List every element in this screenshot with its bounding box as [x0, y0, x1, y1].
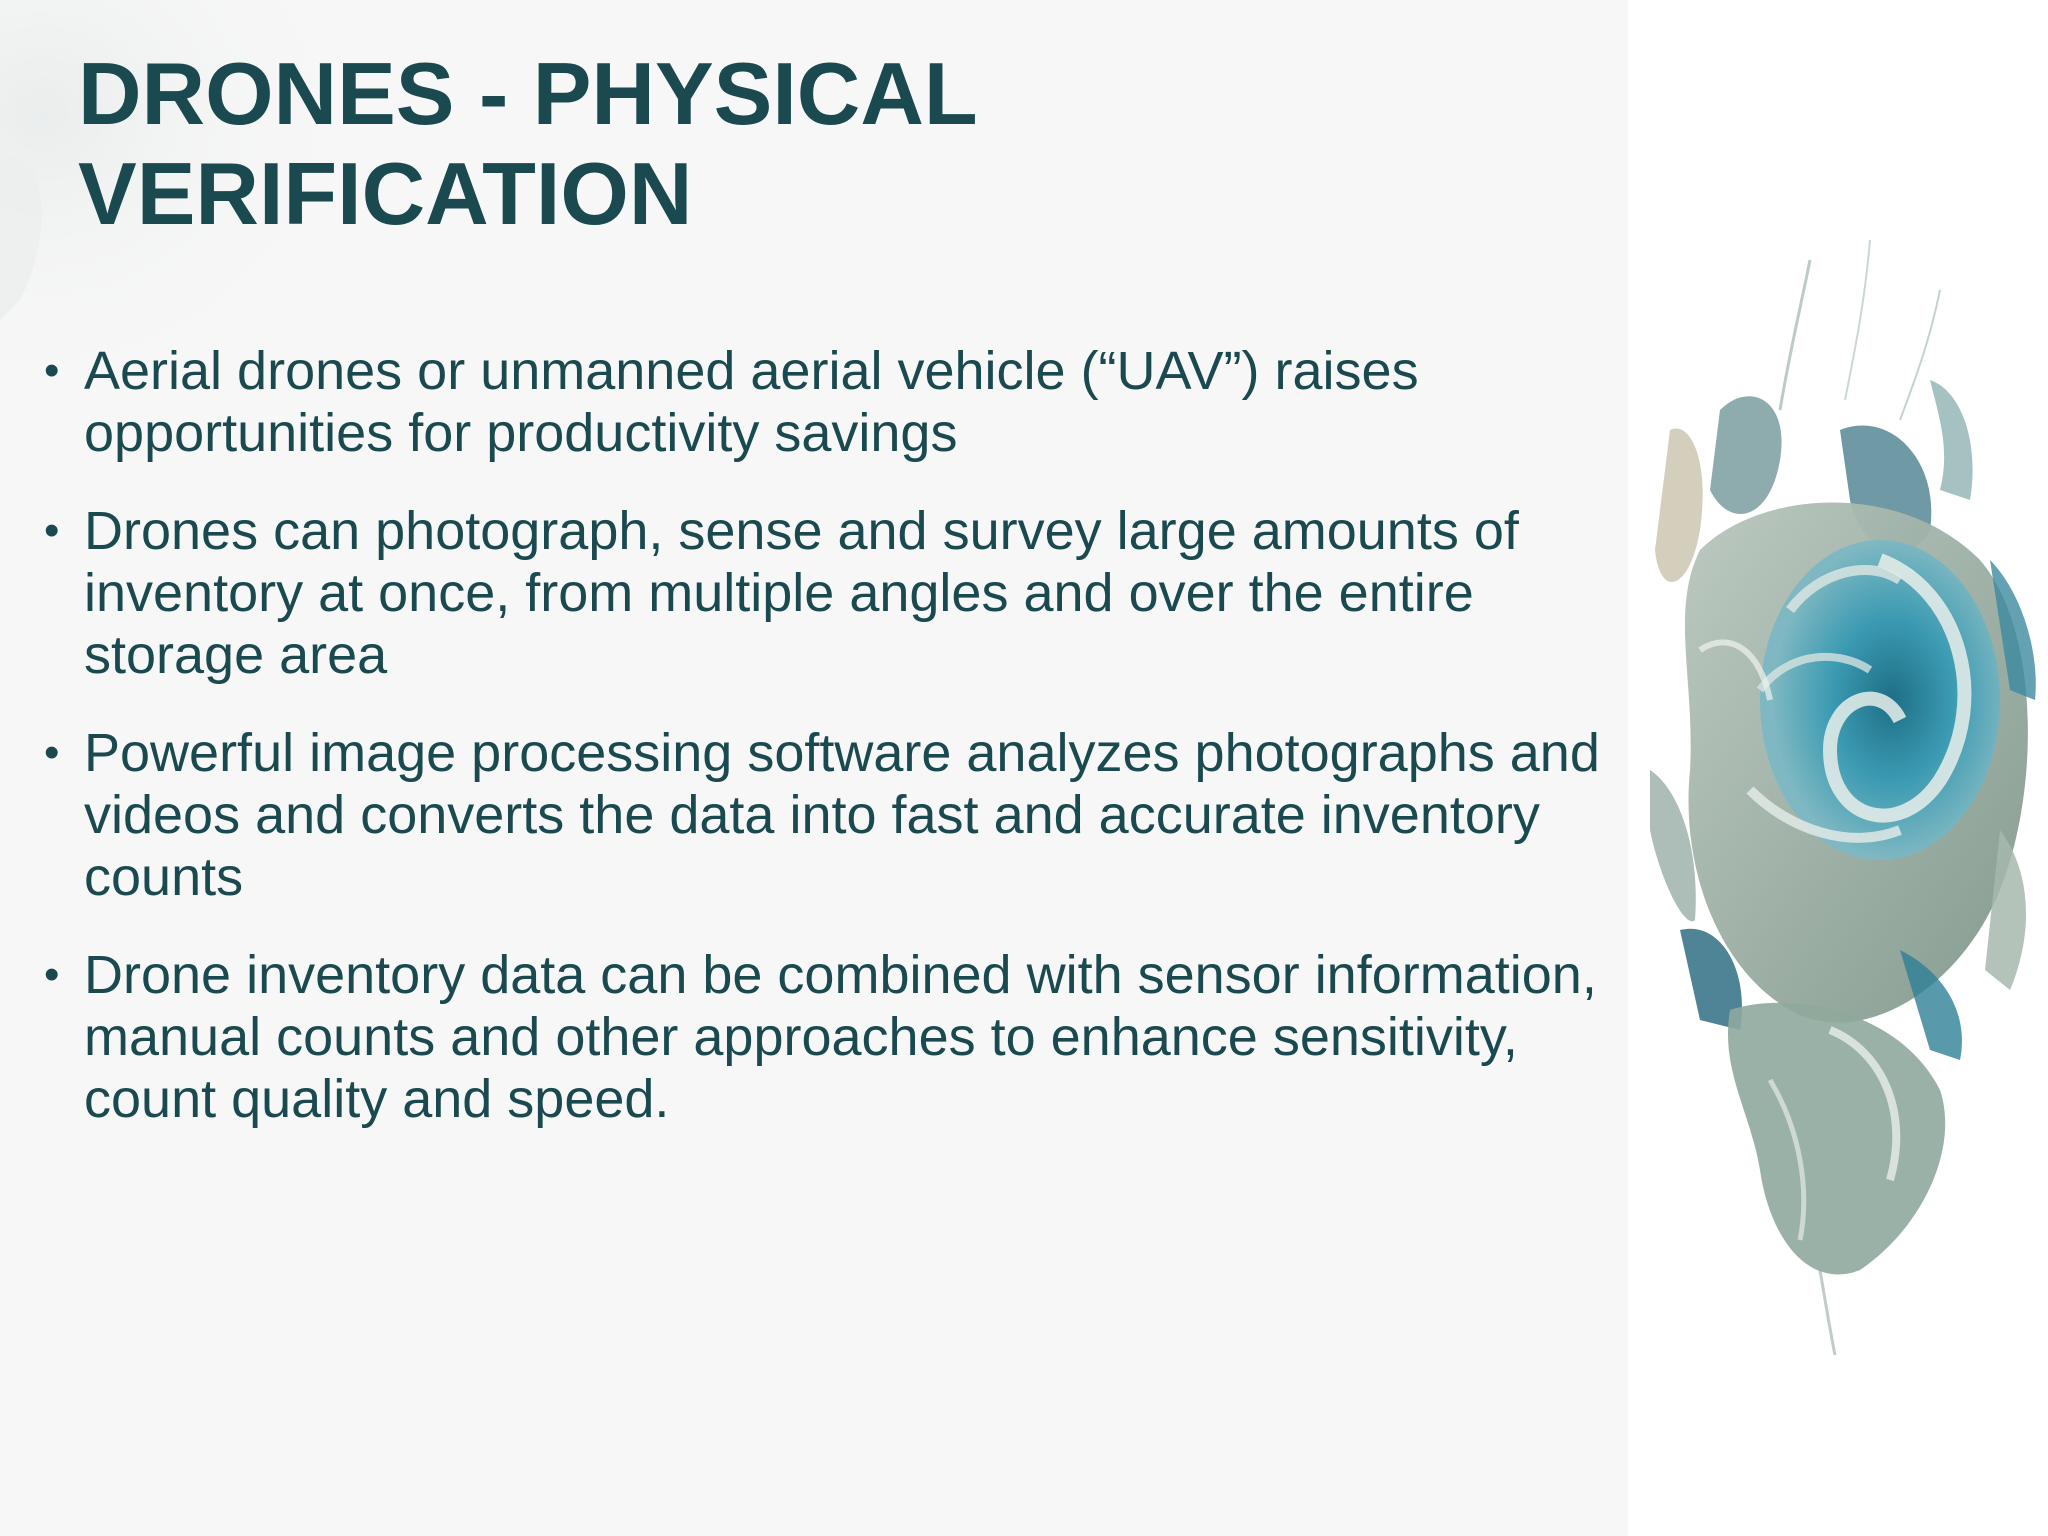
bullet-item — [44, 722, 1604, 908]
abstract-nautilus-art-icon — [1640, 230, 2048, 1360]
bullet-item — [44, 944, 1604, 1130]
bullet-dot-icon: • — [44, 950, 60, 999]
slide-title: DRONES - PHYSICAL VERIFICATION — [78, 44, 977, 243]
bullet-dot-icon: • — [44, 728, 60, 777]
bullet-text: Aerial drones or unmanned aerial vehicle (“UAV”) raises opportunities for productivity savings — [84, 341, 1419, 463]
bullet-text: Drones can photograph, sense and survey large amounts of inventory at once, from multiple angles and over the entire storage area — [84, 501, 1519, 685]
bullet-dot-icon: • — [44, 346, 60, 395]
bullet-item — [44, 340, 1604, 464]
bullet-dot-icon: • — [44, 506, 60, 555]
bullet-text: Drone inventory data can be combined with sensor information, manual counts and other approaches to enhance sensitivity, count quality and speed. — [84, 945, 1597, 1129]
bullet-list — [44, 340, 1604, 1166]
bullet-item — [44, 500, 1604, 686]
bullet-text: Powerful image processing software analyzes photographs and videos and converts the data into fast and accurate inventory counts — [84, 723, 1600, 907]
